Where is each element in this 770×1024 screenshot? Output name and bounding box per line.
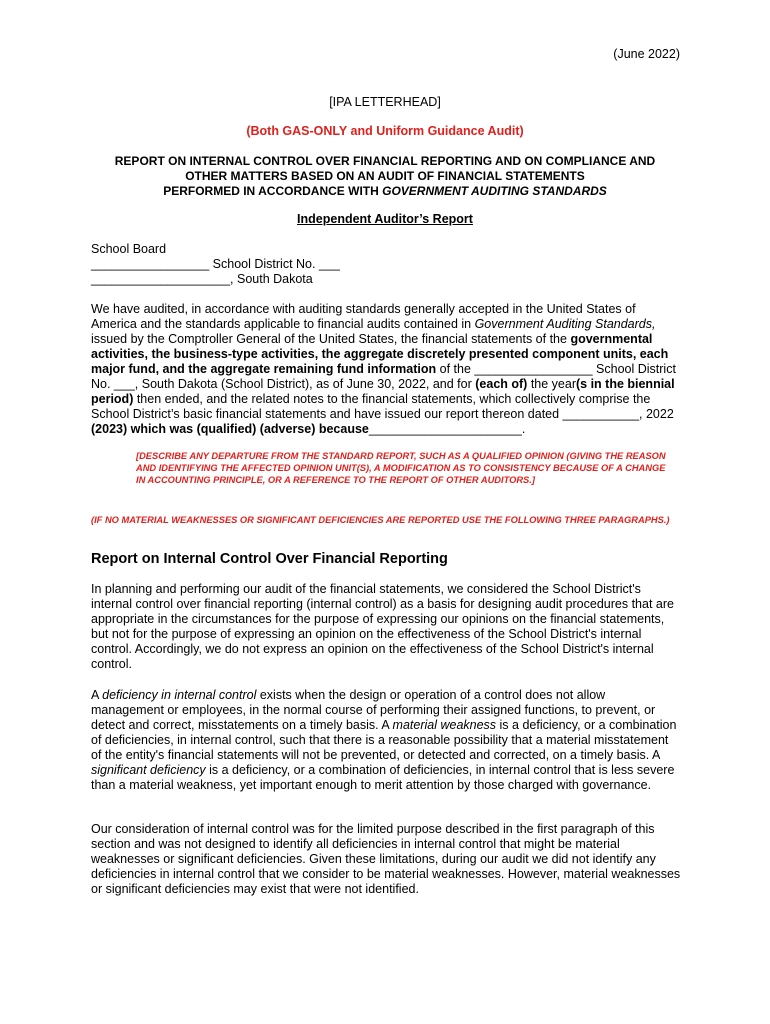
opinion-text-11: ______________________. <box>368 422 526 436</box>
report-title-line3 <box>0 184 770 199</box>
def-text-b: deficiency in internal control <box>102 688 257 702</box>
letterhead-placeholder: [IPA LETTERHEAD] <box>329 95 441 109</box>
address-line3: ____________________, South Dakota <box>91 272 313 286</box>
opinion-text-5: of the _________________ School District No. ___, South Dakota (School District), as of June 30, 2022, and for <box>91 362 676 391</box>
def-text-d: material weakness <box>392 718 497 732</box>
document-date: (June 2022) <box>613 47 680 61</box>
def-text-e: is a deficiency, or a combination of deficiencies, in internal control, such that there is a reasonable possibility that a material misstatement of the entity's financial statements will not be prevented, or detected and corrected, on a timely basis. A <box>91 718 677 762</box>
opinion-paragraph <box>91 302 681 437</box>
internal-control-paragraph-1: In planning and performing our audit of the financial statements, we considered the School District's internal control over financial reporting (internal control) as a basis for designing audit procedures that are appropriate in the circumstances for the purpose of expressing our opinions on the financial statements, but not for the purpose of expressing an opinion on the effectiveness of the School District's internal control. Accordingly, we do not express an opinion on the effectiveness of the School District's internal control. <box>91 582 674 671</box>
opinion-text-10: (2023) which was (qualified) (adverse) because <box>91 422 369 436</box>
def-text-c: exists when the design or operation of a control does not allow management or employees, in the normal course of performing their assigned functions, to prevent, or detect and correct, misstatements on a timely basis. A <box>91 688 656 732</box>
opinion-text-3: issued by the Comptroller General of the United States, the financial statements of the <box>91 332 571 346</box>
section-heading: Report on Internal Control Over Financial Reporting <box>91 551 448 567</box>
opinion-text-1: We have audited, in accordance with auditing standards generally accepted in the United States of America and the standards applicable to financial audits contained in <box>91 302 636 331</box>
opinion-text-4: governmental activities, the business-type activities, the aggregate discretely presented component units, each major fund, and the aggregate remaining fund information <box>91 332 669 376</box>
report-title-line1: REPORT ON INTERNAL CONTROL OVER FINANCIAL REPORTING AND ON COMPLIANCE AND <box>114 154 656 168</box>
opinion-text-7: the year <box>527 377 576 391</box>
report-title-line3-italic: GOVERNMENT AUDITING STANDARDS <box>382 184 607 198</box>
instruction-note-departure: [DESCRIBE ANY DEPARTURE FROM THE STANDARD REPORT, SUCH AS A QUALIFIED OPINION (GIVING THE REASON AND IDENTIFYING THE AFFECTED OPINION UNIT(S), A MODIFICATION AS TO CONSISTENCY BECAUSE OF A CHANGE IN ACCOUNTING PRINCIPLE, OR A REFERENCE TO THE REPORT OF OTHER AUDITORS.] <box>136 451 666 485</box>
opinion-text-9: then ended, and the related notes to the financial statements, which collectively comprise the School District’s basic financial statements and have issued our report thereon dated ___________, 2022 <box>91 392 674 421</box>
internal-control-paragraph-3: Our consideration of internal control was for the limited purpose described in the first paragraph of this section and was not designed to identify all deficiencies in internal control that might be material weaknesses or significant deficiencies. Given these limitations, during our audit we did not identify any deficiencies in internal control that we consider to be material weaknesses. However, material weaknesses or significant deficiencies may exist that were not identified. <box>91 822 681 896</box>
def-text-a: A <box>91 688 103 702</box>
def-text-f: significant deficiency <box>91 763 206 777</box>
address-line1: School Board <box>91 242 167 256</box>
independent-auditor-heading: Independent Auditor’s Report <box>297 212 473 226</box>
opinion-text-6: (each of) <box>475 377 528 391</box>
instruction-note-no-weaknesses: (IF NO MATERIAL WEAKNESSES OR SIGNIFICANT DEFICIENCIES ARE REPORTED USE THE FOLLOWING THREE PARAGRAPHS.) <box>91 515 670 525</box>
report-title <box>0 154 770 199</box>
audit-type-subtitle: (Both GAS-ONLY and Uniform Guidance Audit) <box>246 124 524 138</box>
def-text-g: is a deficiency, or a combination of deficiencies, in internal control that is less severe than a material weakness, yet important enough to merit attention by those charged with governance. <box>91 763 675 792</box>
report-title-line3-plain: PERFORMED IN ACCORDANCE WITH <box>163 184 383 198</box>
address-block <box>91 242 340 287</box>
address-line2: _________________ School District No. ___ <box>91 257 340 271</box>
report-title-line2: OTHER MATTERS BASED ON AN AUDIT OF FINANCIAL STATEMENTS <box>185 169 585 183</box>
internal-control-paragraph-2 <box>91 688 681 793</box>
opinion-text-2: Government Auditing Standards, <box>474 317 656 331</box>
opinion-text-8: (s in the biennial period) <box>91 377 675 406</box>
